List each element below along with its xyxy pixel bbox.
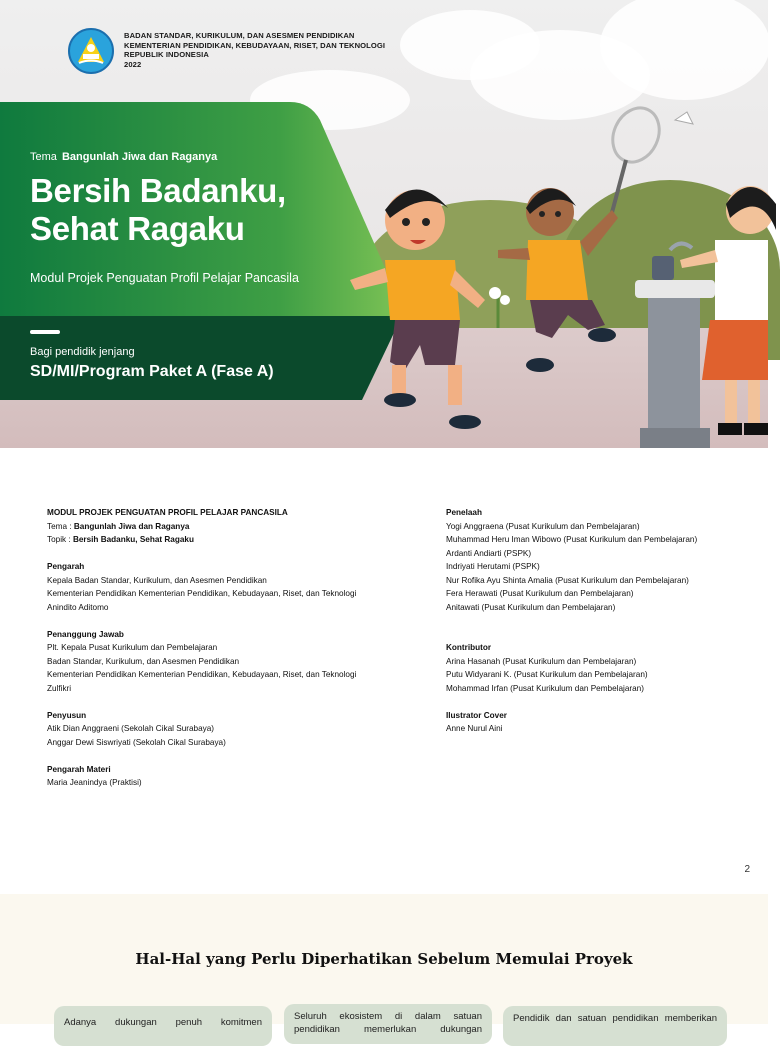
penanggung-jawab-line: Kementerian Pendidikan Kementerian Pendidikan, Kebudayaan, Riset, dan Teknologi <box>47 670 357 679</box>
pengarah-materi-heading: Pengarah Materi <box>47 764 111 774</box>
pengarah-line: Kepala Badan Standar, Kurikulum, dan Asesmen Pendidikan <box>47 575 267 585</box>
info-card-1-text: Adanya dukungan penuh komitmen <box>64 1017 262 1028</box>
boy-running-figure <box>350 189 485 429</box>
cover-title <box>30 172 286 248</box>
kontributor-line: Arina Hasanah (Pusat Kurikulum dan Pembelajaran) <box>446 656 637 666</box>
pengarah-line: Kementerian Pendidikan Kementerian Pendidikan, Kebudayaan, Riset, dan Teknologi <box>47 589 357 598</box>
info-card-3 <box>503 1006 727 1046</box>
penanggung-jawab-line: Zulfikri <box>47 683 72 693</box>
module-theme-value: Bangunlah Jiwa dan Raganya <box>73 521 190 531</box>
module-topic <box>47 533 427 547</box>
module-theme <box>47 520 427 534</box>
pengarah-line: Anindito Aditomo <box>47 602 109 612</box>
kontributor-line: Mohammad Irfan (Pusat Kurikulum dan Pembelajaran) <box>446 683 644 693</box>
agency-line-3: REPUBLIK INDONESIA <box>124 50 209 60</box>
kontributor-line: Putu Widyarani K. (Pusat Kurikulum dan Pembelajaran) <box>446 670 648 679</box>
penelaah-line: Indriyati Herutami (PSPK) <box>446 562 540 571</box>
credits-right-column <box>446 506 756 736</box>
penanggung-jawab-line: Badan Standar, Kurikulum, dan Asesmen Pendidikan <box>47 656 240 666</box>
children-illustration <box>330 90 768 448</box>
kontributor-heading: Kontributor <box>446 643 492 652</box>
divider-dash <box>30 330 60 334</box>
penelaah-line: Ardanti Andiarti (PSPK) <box>446 548 532 558</box>
boy-jumping-figure <box>498 188 618 372</box>
agency-header <box>68 28 385 74</box>
pengarah-materi-line: Maria Jeanindya (Praktisi) <box>47 778 142 787</box>
credits-left-column <box>47 506 427 790</box>
education-level: SD/MI/Program Paket A (Fase A) <box>30 363 274 380</box>
penyusun-line: Atik Dian Anggraeni (Sekolah Cikal Surabaya) <box>47 724 215 733</box>
penelaah-line: Muhammad Heru Iman Wibowo (Pusat Kurikulum dan Pembelajaran) <box>446 535 698 544</box>
flower-plant-icon <box>489 287 510 328</box>
module-theme-label: Tema : <box>47 521 74 531</box>
ilustrator-line: Anne Nurul Aini <box>446 724 503 733</box>
agency-text <box>124 31 385 69</box>
cover-theme <box>30 151 217 163</box>
module-heading: MODUL PROJEK PENGUATAN PROFIL PELAJAR PANCASILA <box>47 508 288 517</box>
pengarah-heading: Pengarah <box>47 562 85 571</box>
audience-label: Bagi pendidik jenjang <box>30 346 135 358</box>
theme-label: Tema <box>30 151 57 163</box>
ilustrator-heading: Ilustrator Cover <box>446 710 507 720</box>
cover-title-line-2: Sehat Ragaku <box>30 210 245 247</box>
info-card-1 <box>54 1006 272 1046</box>
info-card-2 <box>284 1004 492 1044</box>
section-title: Hal-Hal yang Perlu Diperhatikan Sebelum Memulai Proyek <box>135 950 633 968</box>
handwashing-sink-icon <box>635 243 715 448</box>
penelaah-line: Anitawati (Pusat Kurikulum dan Pembelajaran) <box>446 602 616 612</box>
info-card-3-text: Pendidik dan satuan pendidikan memberikan <box>513 1013 717 1024</box>
penyusun-heading: Penyusun <box>47 710 87 720</box>
next-page-preview <box>0 894 768 1035</box>
cover-subtitle: Modul Projek Penguatan Profil Pelajar Pancasila <box>30 271 299 285</box>
penanggung-jawab-line: Plt. Kepala Pusat Kurikulum dan Pembelajaran <box>47 643 218 652</box>
info-card-2-line-2: pendidikan memerlukan dukungan <box>294 1024 482 1035</box>
page-number: 2 <box>744 864 750 875</box>
info-card-2-line-1: Seluruh ekosistem di dalam satuan <box>294 1011 482 1022</box>
agency-line-1: BADAN STANDAR, KURIKULUM, DAN ASESMEN PENDIDIKAN <box>124 31 355 40</box>
agency-line-2: KEMENTERIAN PENDIDIKAN, KEBUDAYAAN, RISET, DAN TEKNOLOGI <box>124 40 386 50</box>
cover-title-line-1: Bersih Badanku, <box>30 172 286 209</box>
module-topic-label: Topik : <box>47 535 73 544</box>
penelaah-line: Nur Rofika Ayu Shinta Amalia (Pusat Kurikulum dan Pembelajaran) <box>446 575 689 585</box>
module-topic-value: Bersih Badanku, Sehat Ragaku <box>72 535 194 544</box>
penelaah-line: Yogi Anggraena (Pusat Kurikulum dan Pembelajaran) <box>446 521 640 531</box>
module-cover <box>0 0 768 448</box>
penelaah-line: Fera Herawati (Pusat Kurikulum dan Pembelajaran) <box>446 589 634 598</box>
penyusun-line: Anggar Dewi Siswriyati (Sekolah Cikal Surabaya) <box>47 737 226 747</box>
theme-value: Bangunlah Jiwa dan Raganya <box>61 151 218 163</box>
kemendikbud-logo-icon <box>68 28 114 74</box>
penelaah-heading: Penelaah <box>446 508 482 517</box>
tut-wuri-handayani-icon <box>74 34 108 68</box>
penanggung-jawab-heading: Penanggung Jawab <box>47 629 124 639</box>
agency-year: 2022 <box>124 59 142 69</box>
badminton-racket-icon <box>604 100 693 220</box>
credits-page <box>0 448 768 894</box>
